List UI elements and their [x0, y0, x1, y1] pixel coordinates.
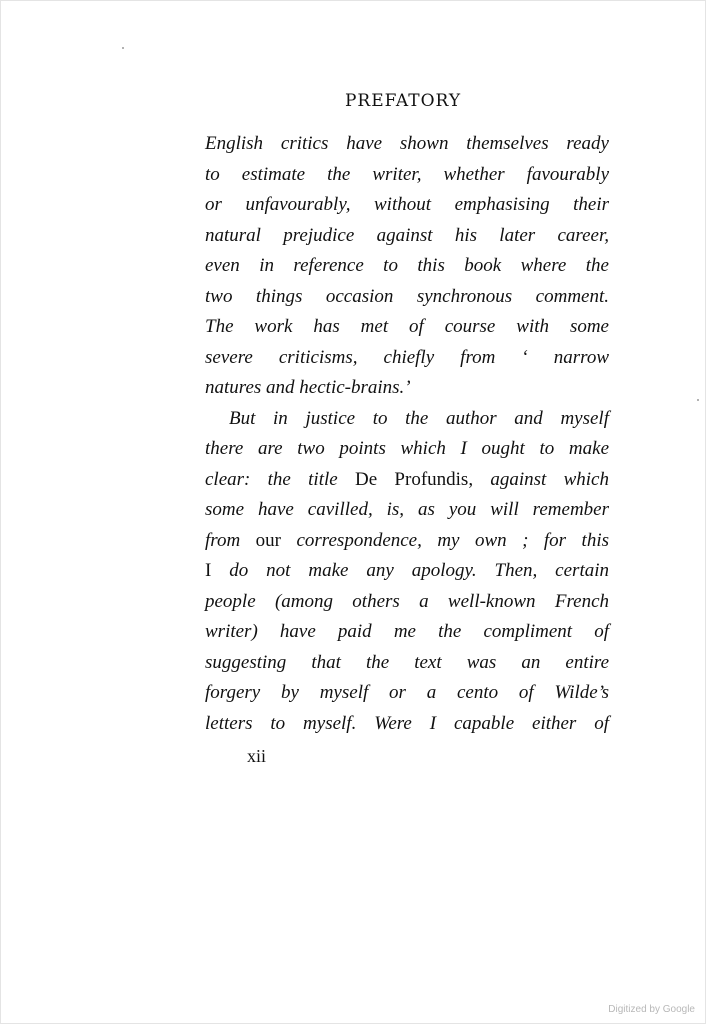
- text-line: [205, 465, 609, 496]
- text-line: there are two points which I ought to make: [205, 438, 609, 459]
- text-line: or unfavourably, without emphasising their: [205, 194, 609, 215]
- text-line: natures and hectic-brains.’: [205, 377, 411, 398]
- running-head: PREFATORY: [344, 91, 462, 111]
- text-line: forgery by myself or a cento of Wilde’s: [205, 682, 609, 703]
- text-run: clear: the title: [205, 468, 355, 490]
- text-line: The work has met of course with some: [205, 316, 609, 337]
- text-line: writer) have paid me the compliment of: [205, 621, 609, 642]
- text-line: some have cavilled, is, as you will remember: [205, 499, 609, 520]
- text-run-roman: I: [205, 560, 212, 581]
- text-run-roman: our: [255, 529, 281, 551]
- text-run: correspondence, my own ; for this: [281, 529, 609, 551]
- text-line: to estimate the writer, whether favourably: [205, 163, 609, 185]
- text-line: even in reference to this book where the: [205, 255, 609, 276]
- text-line: [205, 526, 609, 557]
- text-line: natural prejudice against his later career,: [205, 224, 609, 246]
- text-line: people (among others a well-known French: [205, 590, 609, 612]
- digitized-watermark: Digitized by Google: [608, 1004, 695, 1015]
- text-line: [205, 556, 609, 587]
- text-run: against which: [473, 468, 609, 490]
- text-line: letters to myself. Were I capable either of: [205, 712, 609, 734]
- text-line: But in justice to the author and myself: [229, 407, 609, 429]
- text-line: two things occasion synchronous comment.: [205, 285, 609, 307]
- text-run: from: [205, 529, 256, 551]
- page-number: xii: [247, 746, 267, 766]
- body-text: [205, 129, 609, 739]
- scan-speck: [122, 47, 124, 49]
- text-run: do not make any apology. Then, certain: [211, 560, 609, 581]
- book-title: De Profundis,: [354, 468, 474, 490]
- text-line: suggesting that the text was an entire: [205, 651, 609, 673]
- scan-speck: [697, 399, 699, 401]
- text-line: severe criticisms, chiefly from ‘ narrow: [205, 346, 609, 368]
- text-line: English critics have shown themselves ready: [205, 133, 609, 154]
